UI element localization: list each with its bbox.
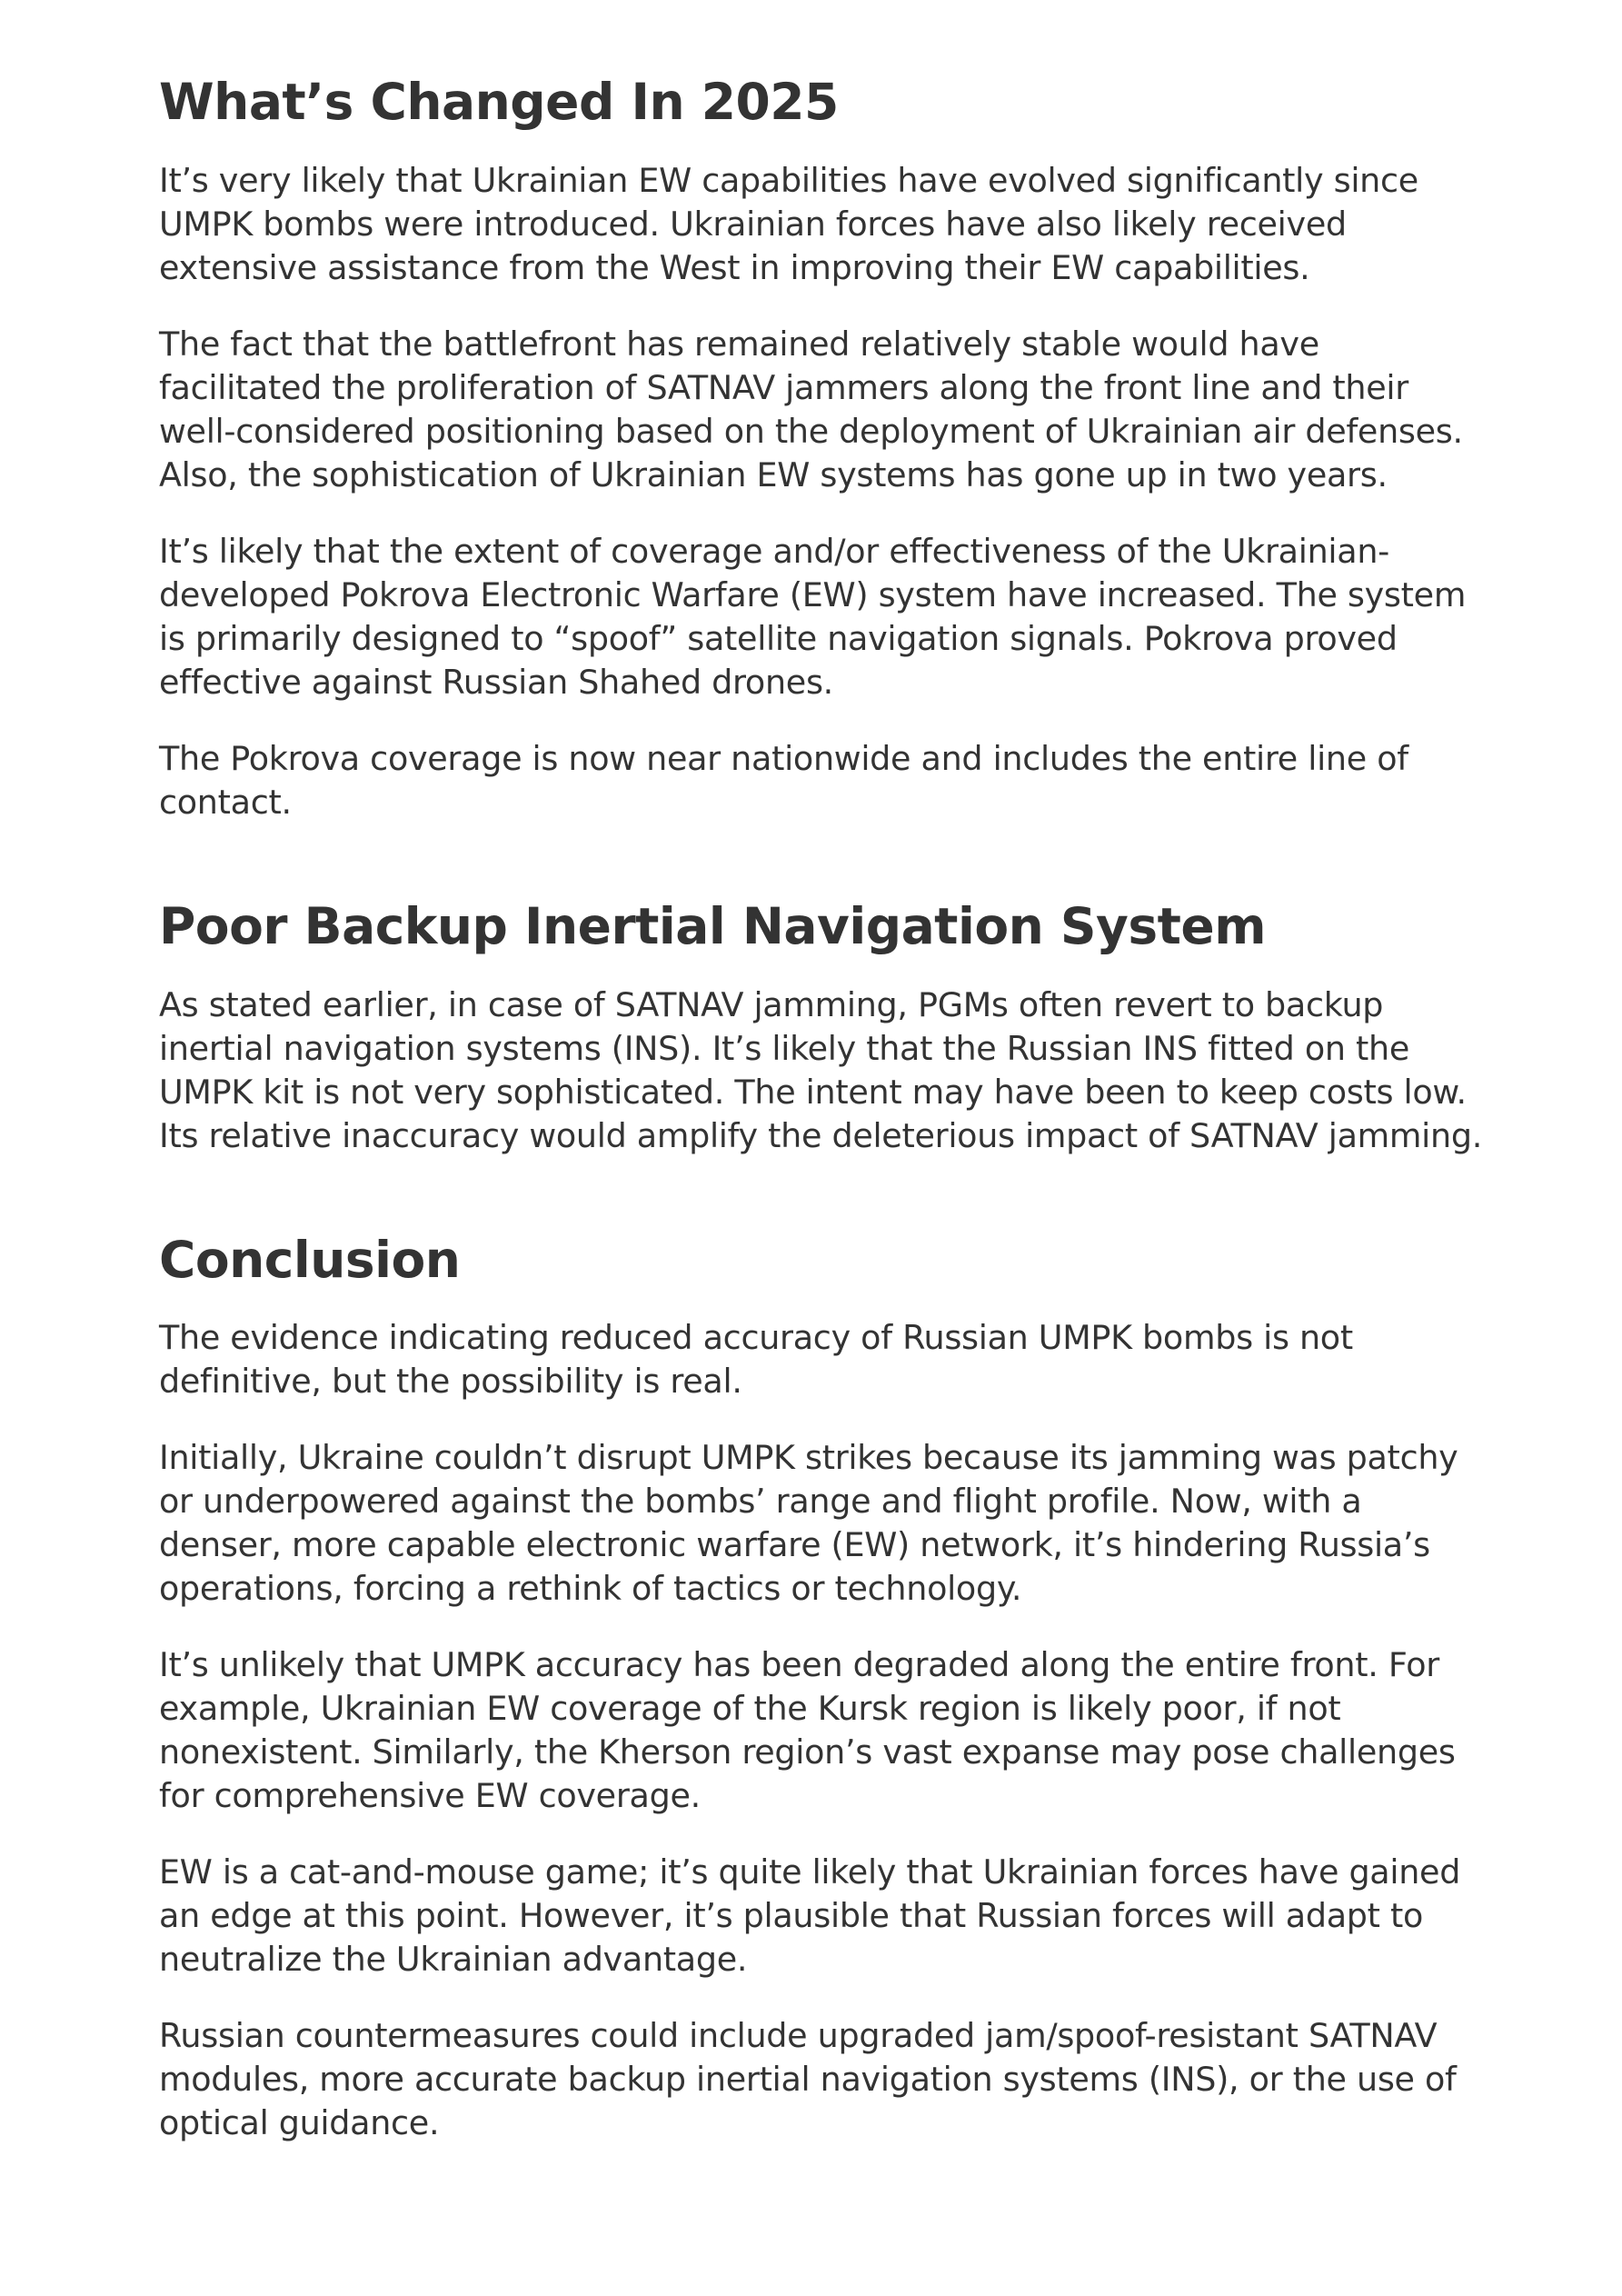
paragraph: The fact that the battlefront has remained relatively stable would have facilitated the proliferation of SATNAV jammers along the front line and their well-considered positioning based on the deployment of Ukrainian air defenses. Also, the sophistication of Ukrainian EW systems has gone up in two years.	[159, 324, 1463, 494]
section-heading-conclusion: Conclusion	[159, 1230, 461, 1289]
section-heading-backup-ins: Poor Backup Inertial Navigation System	[159, 896, 1267, 955]
paragraph: Initially, Ukraine couldn’t disrupt UMPK strikes because its jamming was patchy or underpowered against the bombs’ range and flight profile. Now, with a denser, more capable electronic warfare (EW) network, it’s hindering Russia’s operations, forcing a rethink of tactics or technology.	[159, 1438, 1458, 1609]
document-page	[159, 71, 1486, 2145]
paragraph: EW is a cat-and-mouse game; it’s quite likely that Ukrainian forces have gained an edge at this point. However, it’s plausible that Russian forces will adapt to neutralize the Ukrainian advantage.	[159, 1852, 1461, 1980]
paragraph: It’s very likely that Ukrainian EW capabilities have evolved significantly since UMPK bombs were introduced. Ukrainian forces have also likely received extensive assistance from the West in improving their EW capabilities.	[159, 160, 1418, 287]
paragraph: The evidence indicating reduced accuracy of Russian UMPK bombs is not definitive, but the possibility is real.	[159, 1318, 1353, 1402]
paragraph: The Pokrova coverage is now near nationwide and includes the entire line of contact.	[159, 738, 1408, 822]
paragraph: As stated earlier, in case of SATNAV jamming, PGMs often revert to backup inertial navigation systems (INS). It’s likely that the Russian INS fitted on the UMPK kit is not very sophisticated. The intent may have been to keep costs low. Its relative inaccuracy would amplify the deleterious impact of SATNAV jamming.	[159, 984, 1483, 1155]
paragraph: It’s likely that the extent of coverage and/or effectiveness of the Ukrainian-developed Pokrova Electronic Warfare (EW) system have increased. The system is primarily designed to “spoof” satellite navigation signals. Pokrova proved effective against Russian Shahed drones.	[159, 531, 1467, 702]
paragraph: It’s unlikely that UMPK accuracy has been degraded along the entire front. For example, Ukrainian EW coverage of the Kursk region is likely poor, if not nonexistent. Similarly, the Kherson region’s vast expanse may pose challenges for comprehensive EW coverage.	[159, 1645, 1456, 1816]
section-heading-whats-changed: What’s Changed In 2025	[159, 73, 839, 131]
paragraph: Russian countermeasures could include upgraded jam/spoof-resistant SATNAV modules, more accurate backup inertial navigation systems (INS), or the use of optical guidance.	[159, 2016, 1457, 2143]
